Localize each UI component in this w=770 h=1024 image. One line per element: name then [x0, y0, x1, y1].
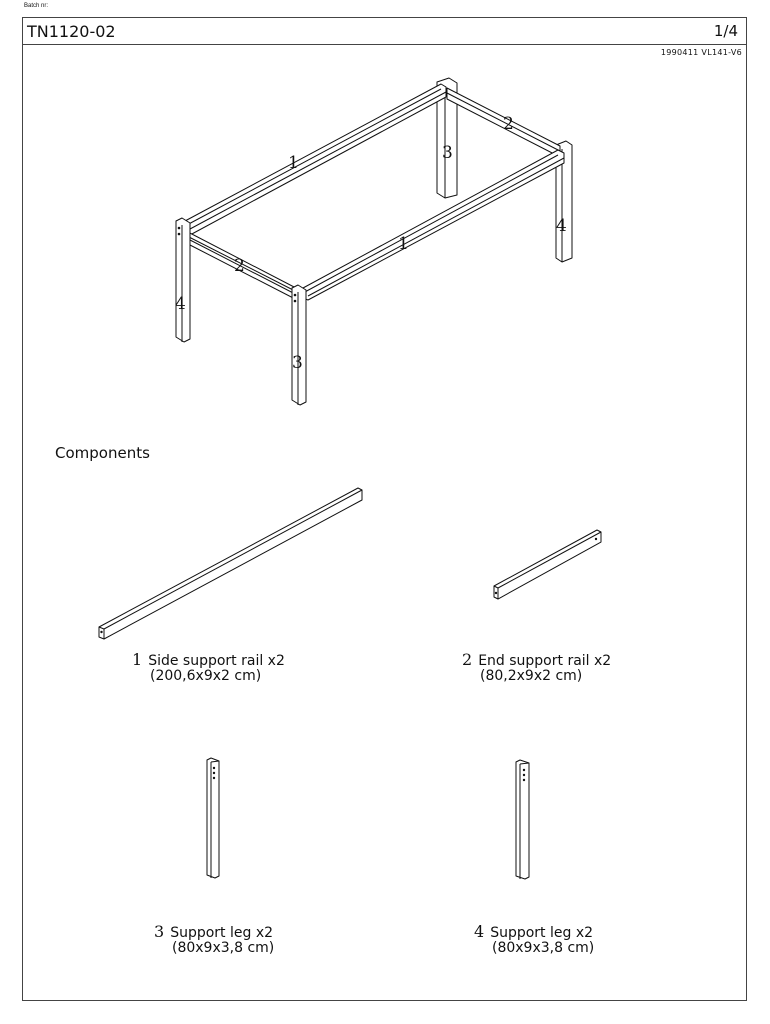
callout-leg-front-left: 4	[175, 294, 186, 314]
callout-end-rail-front: 2	[234, 256, 245, 276]
callout-side-rail-front: 1	[398, 234, 409, 254]
callout-leg-back-left: 3	[442, 143, 453, 163]
side-rail-front	[303, 150, 564, 300]
component-1-drawing	[99, 488, 362, 639]
component-4-label	[474, 924, 594, 956]
side-rail-back	[185, 84, 446, 235]
reference-code: 1990411 VL141-V6	[660, 48, 742, 57]
component-4-name: Support leg x2	[490, 925, 594, 941]
component-3-number: 3	[154, 922, 165, 941]
assembled-frame-drawing	[175, 78, 572, 405]
component-4-number: 4	[474, 922, 485, 941]
component-4-dimensions: (80x9x3,8 cm)	[492, 940, 595, 956]
component-3-dimensions: (80x9x3,8 cm)	[172, 940, 275, 956]
component-2-drawing	[494, 530, 601, 599]
callout-end-rail-back: 2	[503, 114, 514, 134]
callout-leg-back-right: 4	[556, 216, 567, 236]
component-1-label	[132, 652, 285, 684]
component-2-name: End support rail x2	[478, 653, 612, 669]
document-id: TN1120-02	[27, 22, 116, 41]
component-3-drawing	[207, 758, 219, 878]
component-1-number: 1	[132, 650, 143, 669]
component-3-name: Support leg x2	[170, 925, 274, 941]
callout-side-rail-back: 1	[288, 153, 299, 173]
callout-leg-front-right: 3	[292, 353, 303, 373]
leg-front-right	[292, 285, 306, 405]
component-2-label	[462, 652, 611, 684]
batch-number-label: Batch nr:	[24, 3, 49, 9]
component-3-label	[154, 924, 274, 956]
component-1-dimensions: (200,6x9x2 cm)	[150, 668, 262, 684]
leg-front-left	[176, 218, 190, 342]
component-2-dimensions: (80,2x9x2 cm)	[480, 668, 583, 684]
component-1-name: Side support rail x2	[148, 653, 285, 669]
page-number: 1/4	[713, 22, 738, 40]
component-2-number: 2	[462, 650, 473, 669]
component-4-drawing	[516, 760, 529, 879]
components-heading: Components	[55, 444, 150, 462]
